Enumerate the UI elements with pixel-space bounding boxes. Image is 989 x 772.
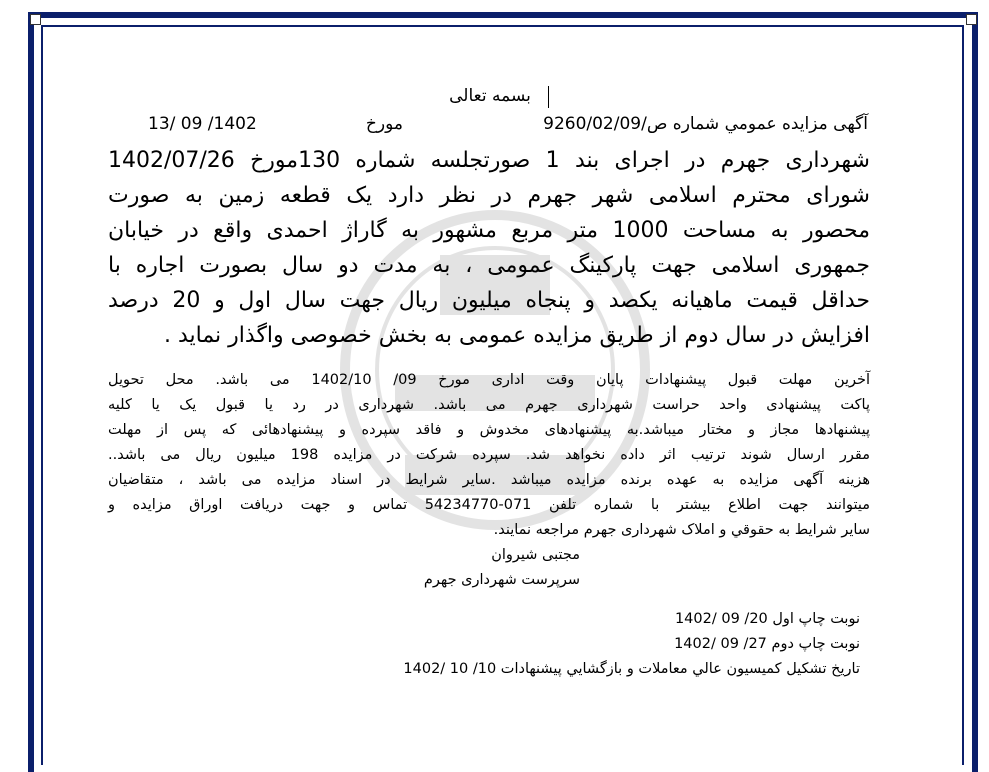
schedule-first-print: نوبت چاپ اول 20/ 09 /1402 — [674, 611, 860, 627]
bismillah-heading: بسمه تعالی — [449, 86, 531, 106]
detail-line-7: سایر شرایط به حقوقي و املاک شهرداری جهرم مراجعه نمایند. — [493, 522, 870, 538]
page-frame-inner — [41, 25, 964, 765]
signatory-position: سرپرست شهرداری جهرم — [423, 572, 580, 588]
detail-line-5: هزینه آگهی مزایده به عهده برنده مزایده میباشد .سایر شرایط در اسناد مزایده می باشد ، متقاضیان — [108, 472, 870, 488]
body-line-4: جمهوری اسلامی جهت پارکینگ عمومی ، به مدت دو سال بصورت اجاره با — [108, 253, 870, 278]
tender-number: آگهی مزایده عمومي شماره ص/9260/02/09 — [543, 114, 868, 134]
schedule-commission-date: تاریخ تشکیل کمیسیون عالي معاملات و بازگشایي پیشنهادات 10/ 10 /1402 — [403, 661, 860, 677]
detail-line-4: مقرر ارسال شوند ترتیب اثر داده نخواهد شد. سپرده شرکت در مزایده 198 میلیون ریال می باشد.. — [108, 447, 870, 463]
text-cursor — [548, 86, 549, 108]
date-label: مورخ — [365, 114, 403, 134]
body-line-5: حداقل قیمت ماهیانه یکصد و پنجاه میلیون ریال جهت سال اول و 20 درصد — [108, 288, 870, 313]
schedule-second-print: نوبت چاپ دوم 27/ 09 /1402 — [674, 636, 860, 652]
tender-date: 13/ 09 /1402 — [148, 114, 257, 134]
body-line-1: شهرداری جهرم در اجرای بند 1 صورتجلسه شماره 130مورخ 1402/07/26 — [108, 148, 870, 173]
body-line-3: محصور به مساحت 1000 متر مربع مشهور به گاراژ احمدی واقع در خیابان — [108, 218, 870, 243]
frame-corner-top-right — [966, 14, 977, 25]
body-line-2: شورای محترم اسلامی شهر جهرم در نظر دارد یک قطعه زمین به صورت — [108, 183, 870, 208]
detail-line-1: آخرین مهلت قبول پیشنهادات پایان وقت اداری مورخ 09/ 1402/10 می باشد. محل تحویل — [108, 372, 871, 388]
body-line-6: افزایش در سال دوم از طریق مزایده عمومی به بخش خصوصی واگذار نماید . — [163, 323, 870, 348]
detail-line-2: پاکت پیشنهادی واحد حراست شهرداری جهرم می باشد. شهرداری در رد یا قبول یک یا کلیه — [108, 397, 870, 413]
detail-line-6: میتوانند جهت اطلاع بیشتر با شماره تلفن 071-54234770 تماس و جهت دریافت اوراق مزایده و — [108, 497, 870, 513]
signatory-name: مجتبی شیروان — [491, 547, 580, 563]
detail-line-3: پیشنهادها مجاز و مختار میباشد.به پیشنهادهای مخدوش و فاقد سپرده و پیشنهادهائی که پس از مهلت — [108, 422, 870, 438]
frame-corner-top-left — [30, 14, 41, 25]
